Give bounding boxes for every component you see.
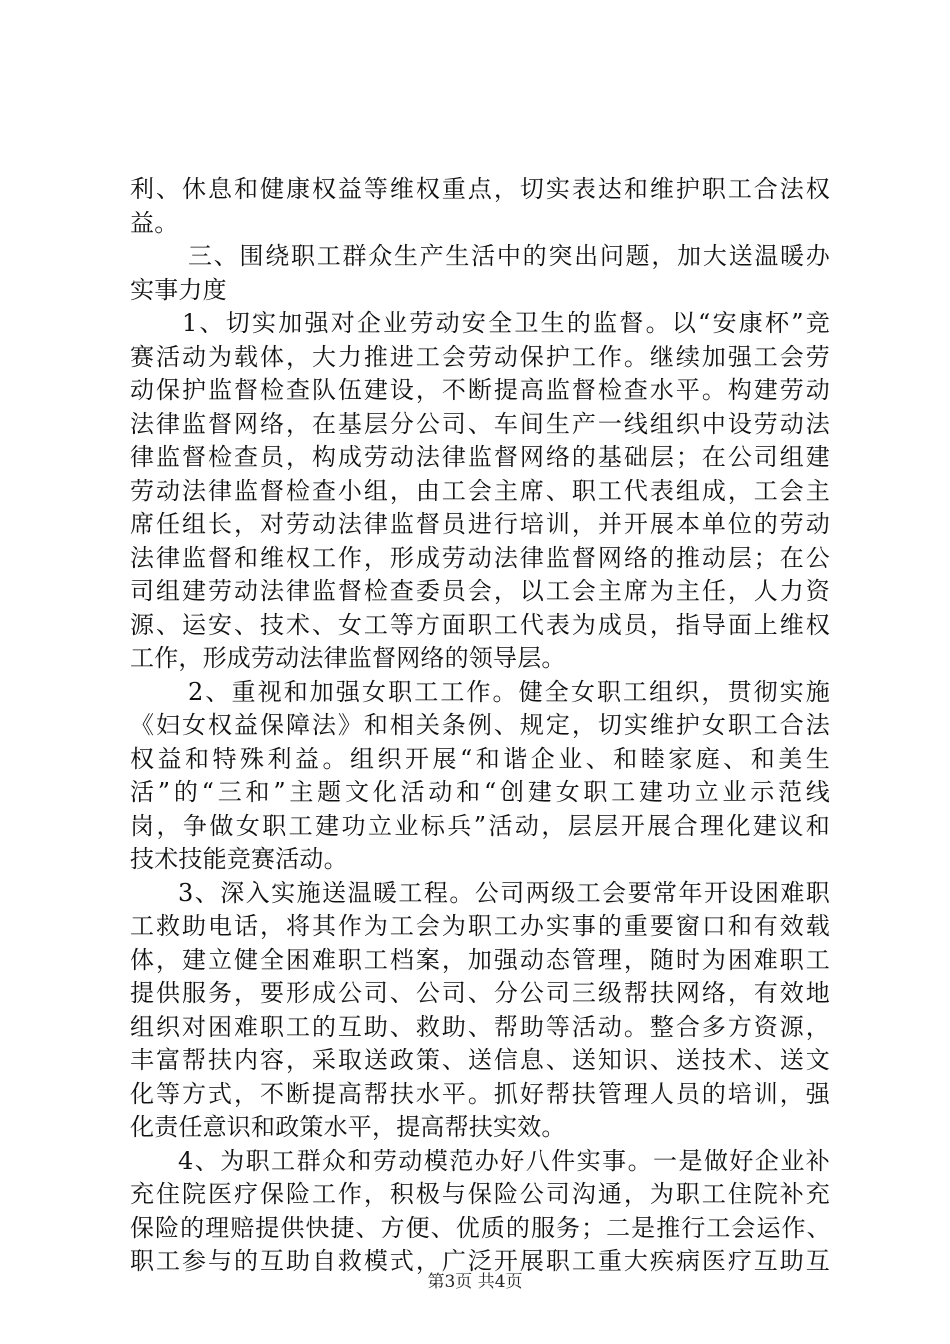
text-line: 劳动法律监督检查小组，由工会主席、职工代表组成，工会主 xyxy=(130,476,830,505)
text-line: 工作，形成劳动法律监督网络的领导层。 xyxy=(130,644,566,672)
text-line: 法律监督和维权工作，形成劳动法律监督网络的推动层；在公 xyxy=(130,543,830,572)
section-heading-line: 三、围绕职工群众生产生活中的突出问题，加大送温暖办 xyxy=(188,242,830,270)
text-line: 化责任意识和政策水平，提高帮扶实效。 xyxy=(130,1113,566,1141)
text-line: 律监督检查员，构成劳动法律监督网络的基础层；在公司组建 xyxy=(130,443,830,471)
text-line: 岗，争做女职工建功立业标兵”活动，层层开展合理化建议和 xyxy=(130,811,830,840)
text-line: 席任组长，对劳动法律监督员进行培训，并开展本单位的劳动 xyxy=(130,510,830,538)
text-line: 技术技能竞赛活动。 xyxy=(130,845,348,873)
text-line: 职工参与的互助自救模式，广泛开展职工重大疾病医疗互助互 xyxy=(130,1247,830,1275)
text-line: 4、为职工群众和劳动模范办好八件实事。一是做好企业补 xyxy=(178,1146,830,1175)
text-line: 组织对困难职工的互助、救助、帮助等活动。整合多方资源， xyxy=(130,1012,830,1041)
text-line: 保险的理赔提供快捷、方便、优质的服务；二是推行工会运作、 xyxy=(130,1213,830,1242)
text-line: 2、重视和加强女职工工作。健全女职工组织，贯彻实施 xyxy=(188,677,830,706)
text-line: 益。 xyxy=(130,208,179,237)
text-line: 体，建立健全困难职工档案，加强动态管理，随时为困难职工 xyxy=(130,945,830,974)
text-line: 利、休息和健康权益等维权重点，切实表达和维护职工合法权 xyxy=(130,175,830,203)
text-line: 3、深入实施送温暖工程。公司两级工会要常年开设困难职 xyxy=(178,878,830,907)
text-line: 提供服务，要形成公司、公司、分公司三级帮扶网络，有效地 xyxy=(130,979,830,1007)
text-line: 化等方式，不断提高帮扶水平。抓好帮扶管理人员的培训，强 xyxy=(130,1079,830,1108)
text-line: 赛活动为载体，大力推进工会劳动保护工作。继续加强工会劳 xyxy=(130,342,830,371)
text-line: 司组建劳动法律监督检查委员会，以工会主席为主任，人力资 xyxy=(130,577,830,605)
section-heading-line: 实事力度 xyxy=(130,275,227,304)
text-line: 权益和特殊利益。组织开展“和谐企业、和睦家庭、和美生 xyxy=(130,744,830,773)
page-number-footer: 第3页 共4页 xyxy=(427,1272,523,1292)
text-line: 活”的“三和”主题文化活动和“创建女职工建功立业示范线 xyxy=(130,778,830,806)
text-line: 工救助电话，将其作为工会为职工办实事的重要窗口和有效载 xyxy=(130,912,830,940)
text-line: 动保护监督检查队伍建设，不断提高监督检查水平。构建劳动 xyxy=(130,376,830,404)
body-text xyxy=(130,173,830,1279)
text-line: 充住院医疗保险工作，积极与保险公司沟通，为职工住院补充 xyxy=(130,1180,830,1208)
text-line: 法律监督网络，在基层分公司、车间生产一线组织中设劳动法 xyxy=(130,409,830,438)
text-line: 丰富帮扶内容，采取送政策、送信息、送知识、送技术、送文 xyxy=(130,1046,830,1074)
text-line: 1、切实加强对企业劳动安全卫生的监督。以“安康杯”竞 xyxy=(182,309,830,337)
text-line: 源、运安、技术、女工等方面职工代表为成员，指导面上维权 xyxy=(130,610,830,639)
text-line: 《妇女权益保障法》和相关条例、规定，切实维护女职工合法 xyxy=(130,711,830,739)
